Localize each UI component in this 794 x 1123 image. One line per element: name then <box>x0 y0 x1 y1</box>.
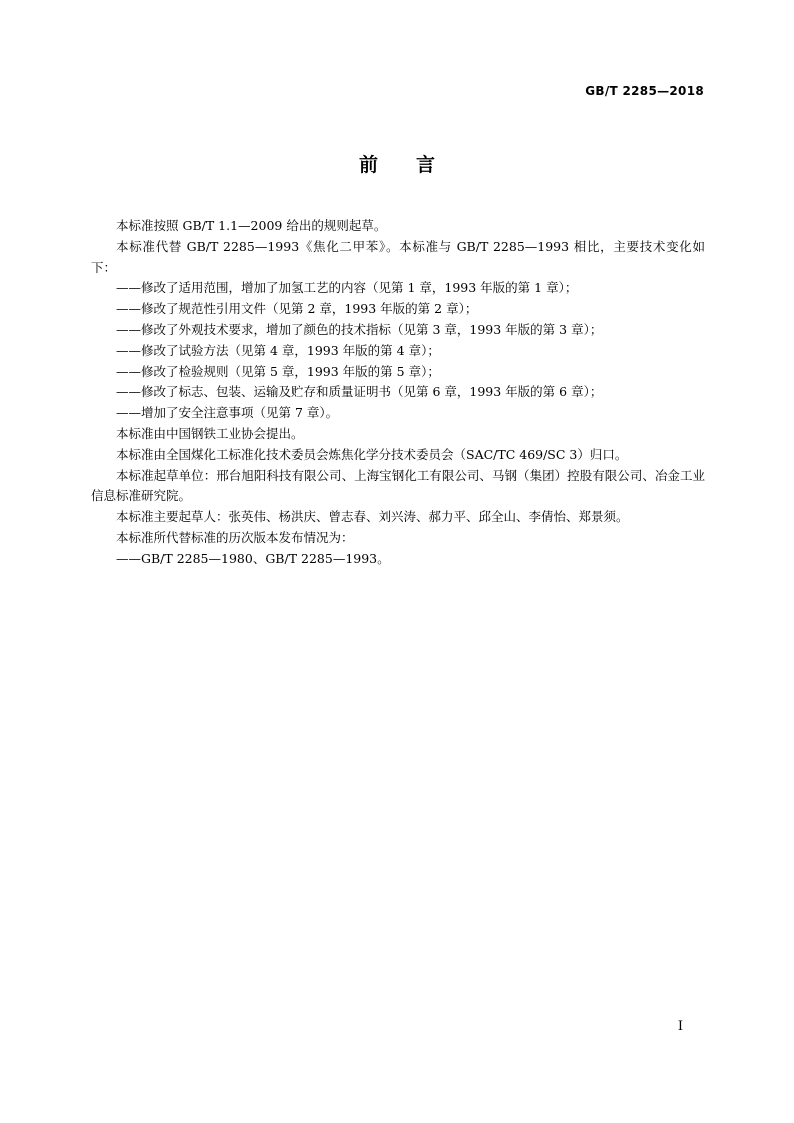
paragraph-proposer: 本标准由中国钢铁工业协会提出。 <box>116 425 304 441</box>
paragraph-drafting-units: 本标准起草单位：邢台旭阳科技有限公司、上海宝钢化工有限公司、马钢（集团）控股有限公司、冶金工业信息标准研究院。 <box>91 467 705 504</box>
list-item: ——修改了规范性引用文件（见第 2 章，1993 年版的第 2 章）； <box>116 301 478 317</box>
paragraph-history-intro: 本标准所代替标准的历次版本发布情况为： <box>116 529 354 545</box>
paragraph-committee: 本标准由全国煤化工标准化技术委员会炼焦化学分技术委员会（SAC/TC 469/SC 3）归口。 <box>116 446 628 462</box>
page-number: I <box>677 1019 683 1034</box>
list-item: ——修改了试验方法（见第 4 章，1993 年版的第 4 章）； <box>116 342 440 358</box>
standard-code: GB/T 2285—2018 <box>585 84 704 98</box>
list-item: ——修改了适用范围，增加了加氢工艺的内容（见第 1 章，1993 年版的第 1 章）； <box>116 280 578 296</box>
history-item: ——GB/T 2285—1980、GB/T 2285—1993。 <box>116 550 390 566</box>
foreword-body <box>91 216 705 570</box>
paragraph-replacement: 本标准代替 GB/T 2285—1993《焦化二甲苯》。本标准与 GB/T 2285—1993 相比，主要技术变化如下： <box>91 238 705 275</box>
paragraph-drafting-rules: 本标准按照 GB/T 1.1—2009 给出的规则起草。 <box>116 218 387 233</box>
paragraph-drafters: 本标准主要起草人：张英伟、杨洪庆、曾志春、刘兴涛、郝力平、邱全山、李倩怡、郑景须。 <box>116 509 629 525</box>
list-item: ——增加了安全注意事项（见第 7 章）。 <box>116 405 339 421</box>
list-item: ——修改了标志、包装、运输及贮存和质量证明书（见第 6 章，1993 年版的第 6 章）； <box>116 384 603 400</box>
page-title: 前言 <box>358 154 473 176</box>
list-item: ——修改了检验规则（见第 5 章，1993 年版的第 5 章）； <box>116 363 440 379</box>
list-item: ——修改了外观技术要求，增加了颜色的技术指标（见第 3 章，1993 年版的第 3 章）； <box>116 321 603 337</box>
